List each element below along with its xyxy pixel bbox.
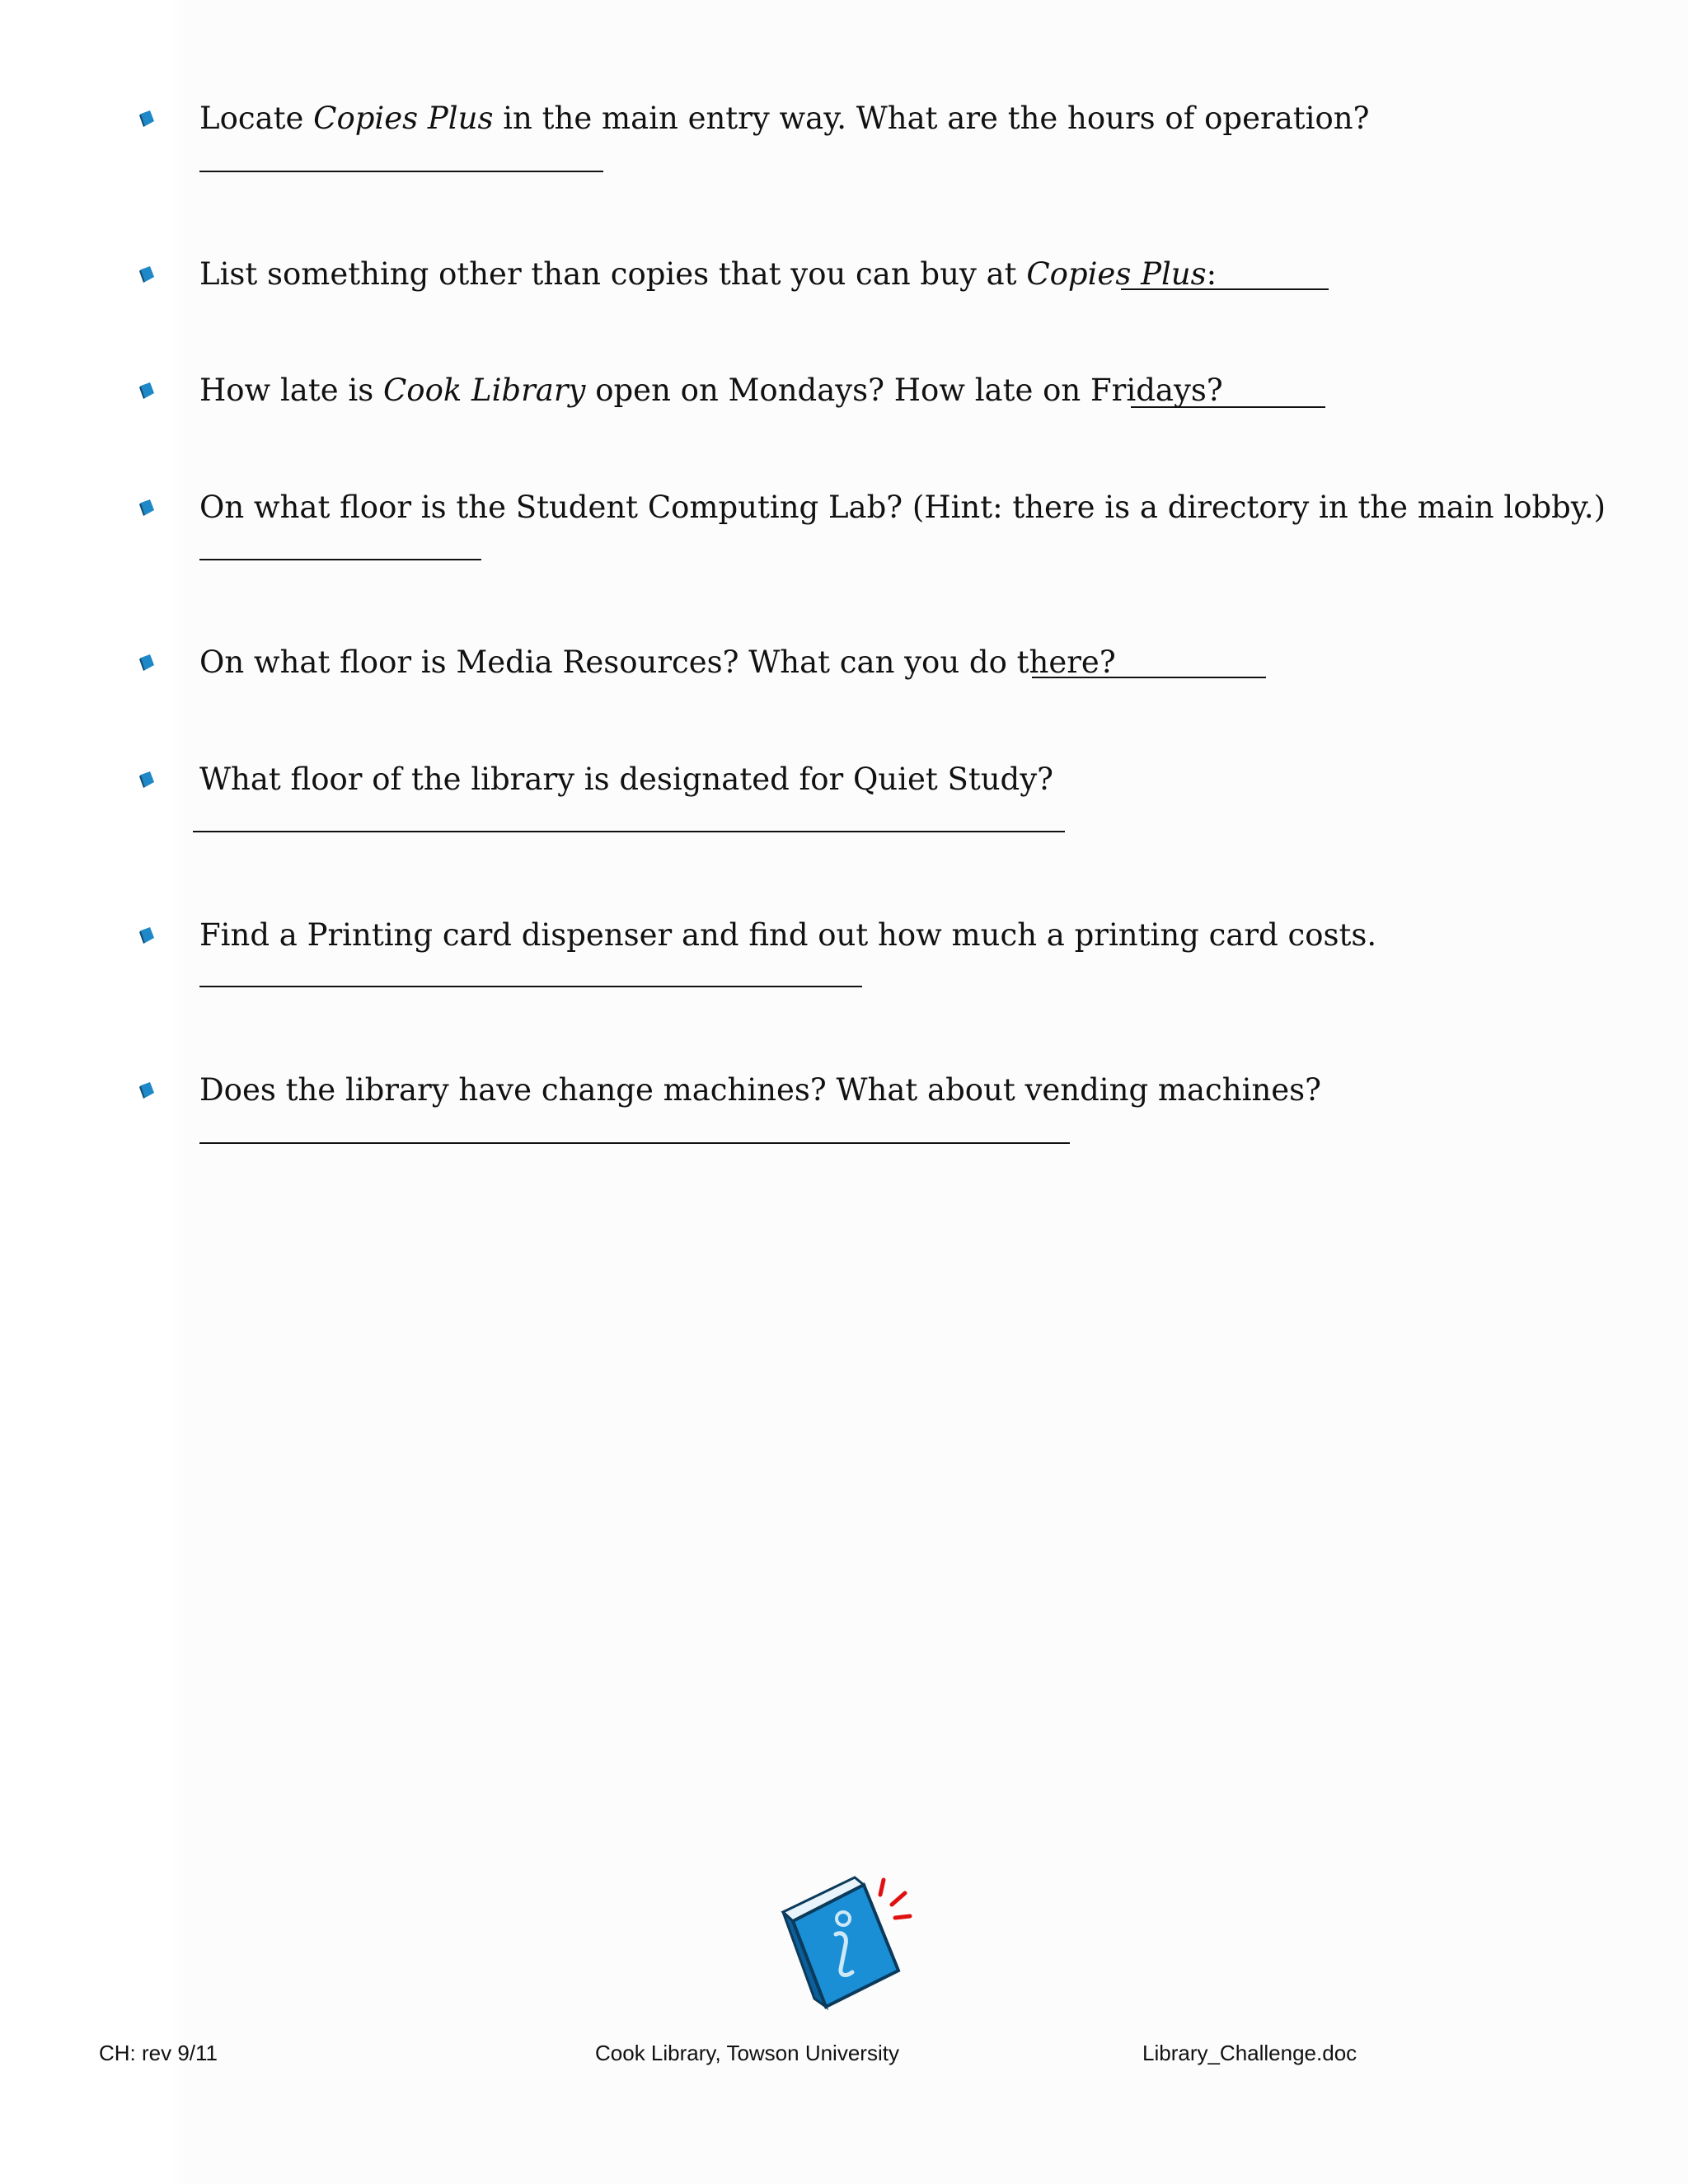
answer-blank-1[interactable] [199,171,603,172]
question-text: How late is Cook Library open on Mondays? How late on Fridays? [199,373,1223,408]
answer-blank-3[interactable] [1131,406,1325,408]
answer-blank-5[interactable] [1032,677,1266,678]
footer-institution: Cook Library, Towson University [595,2041,899,2065]
footer-revision: CH: rev 9/11 [99,2041,218,2065]
answer-blank-7[interactable] [199,986,862,987]
answer-blank-6[interactable] [193,831,1065,832]
book-bullet-icon [138,1080,157,1100]
question-text: List something other than copies that you can buy at Copies Plus: [199,256,1217,292]
book-bullet-icon [138,265,157,284]
question-text: Find a Printing card dispenser and find out how much a printing card costs. [199,917,1377,953]
answer-blank-4[interactable] [199,559,481,560]
book-bullet-icon [138,498,157,518]
question-text: On what floor is Media Resources? What can you do there? [199,644,1116,680]
book-bullet-icon [138,770,157,790]
question-text: Locate Copies Plus in the main entry way. What are the hours of operation? [199,101,1370,136]
answer-blank-2[interactable] [1121,288,1329,290]
footer-filename: Library_Challenge.doc [1142,2041,1357,2065]
book-bullet-icon [138,109,157,129]
book-bullet-icon [138,926,157,945]
question-text: Does the library have change machines? What about vending machines? [199,1072,1321,1108]
answer-blank-8[interactable] [199,1142,1070,1144]
question-text: What floor of the library is designated for Quiet Study? [199,762,1053,797]
question-text: On what floor is the Student Computing Lab? (Hint: there is a directory in the main lobby.) [199,490,1606,525]
info-book-icon [775,1867,923,2015]
book-bullet-icon [138,653,157,673]
book-bullet-icon [138,381,157,401]
